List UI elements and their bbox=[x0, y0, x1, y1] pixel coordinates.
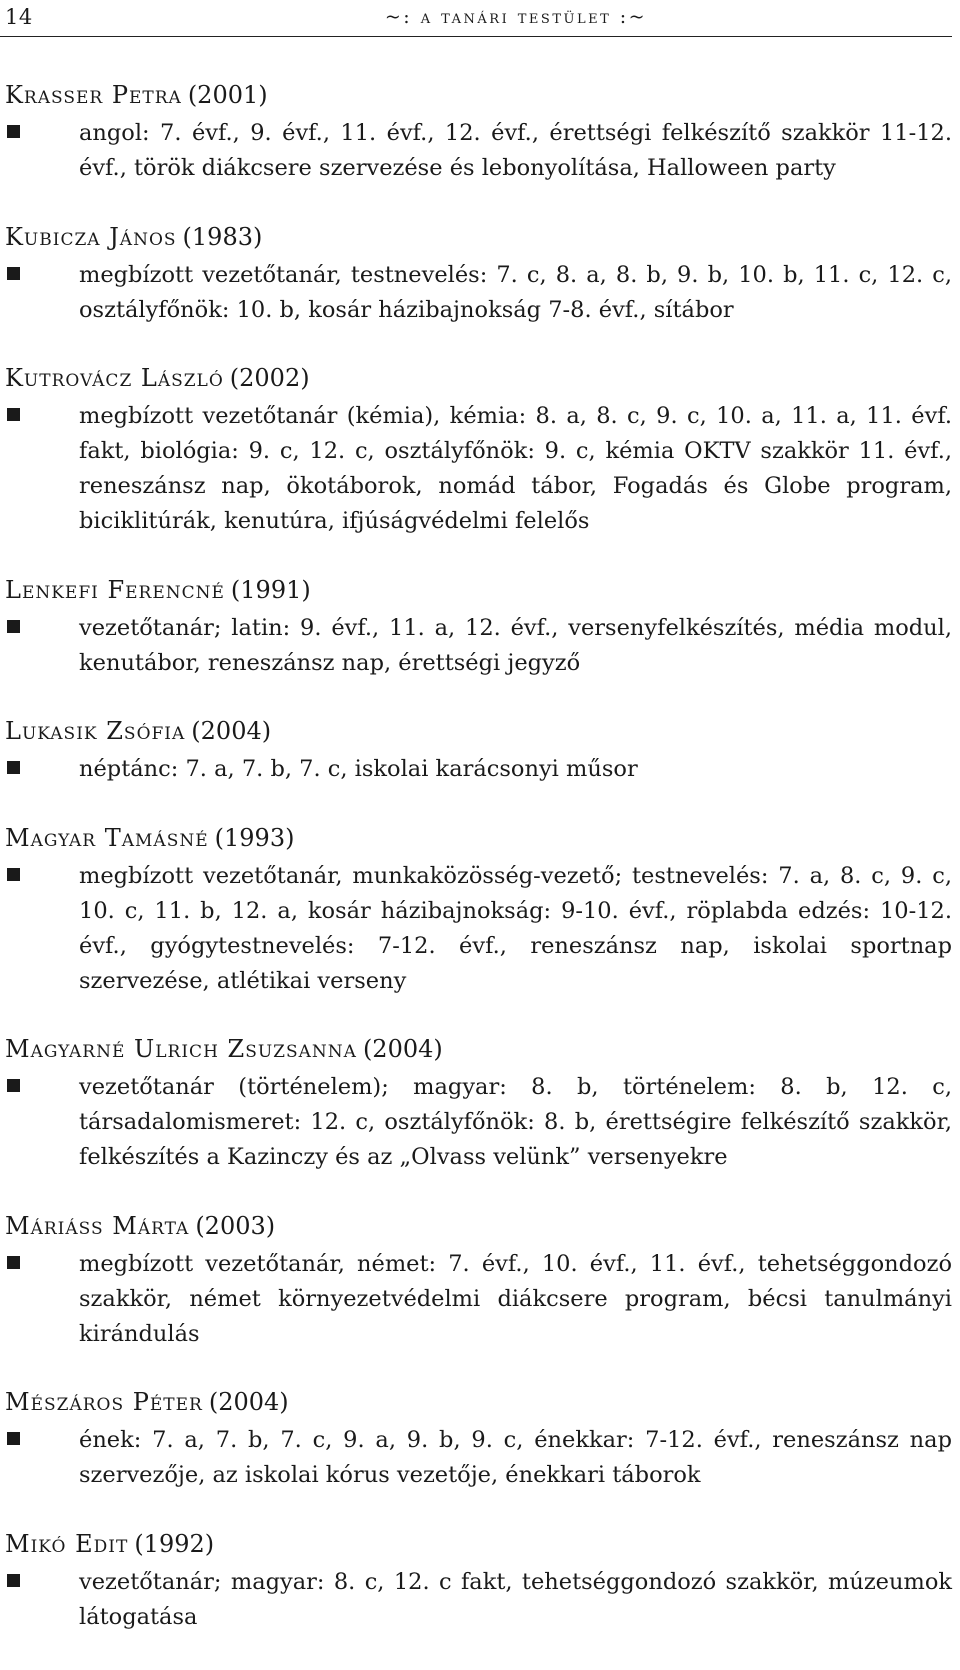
staff-duties bbox=[5, 399, 952, 539]
staff-name: Magyar Tamásné bbox=[5, 823, 209, 852]
staff-year: (1991) bbox=[230, 575, 311, 604]
square-bullet-icon bbox=[5, 399, 79, 433]
staff-duties-text: néptánc: 7. a, 7. b, 7. c, iskolai karácsonyi műsor bbox=[79, 756, 638, 782]
staff-entry bbox=[5, 1529, 952, 1635]
staff-name: Mészáros Péter bbox=[5, 1388, 203, 1416]
staff-duties-text: megbízott vezetőtanár, testnevelés: 7. c, 8. a, 8. b, 9. b, 10. b, 11. c, 12. c, osztályfőnök: 10. b, kosár házibajnokság 7-8. évf., sítábor bbox=[79, 261, 952, 323]
staff-entry bbox=[5, 716, 952, 787]
staff-name: Lukasik Zsófia bbox=[5, 717, 186, 745]
staff-duties bbox=[5, 258, 952, 328]
staff-heading bbox=[5, 823, 952, 859]
staff-entry bbox=[5, 575, 952, 681]
staff-heading bbox=[5, 363, 952, 399]
staff-heading bbox=[5, 80, 952, 116]
square-bullet-icon bbox=[5, 1247, 79, 1281]
staff-year: (2004) bbox=[208, 1388, 289, 1416]
page-number: 14 bbox=[5, 5, 33, 29]
staff-year: (2003) bbox=[195, 1211, 276, 1240]
square-bullet-icon bbox=[5, 859, 79, 893]
staff-year: (2004) bbox=[362, 1035, 443, 1063]
staff-entry bbox=[5, 1387, 952, 1493]
staff-duties bbox=[5, 1565, 952, 1635]
staff-duties-text: ének: 7. a, 7. b, 7. c, 9. a, 9. b, 9. c, énekkar: 7-12. évf., reneszánsz nap szervezője, az iskolai kórus vezetője, énekkari táborok bbox=[79, 1427, 952, 1488]
staff-name: Kutrovácz László bbox=[5, 364, 224, 392]
staff-list bbox=[5, 80, 952, 1670]
staff-duties-text: vezetőtanár; latin: 9. évf., 11. a, 12. évf., versenyfelkészítés, média modul, kenutábor, reneszánsz nap, érettségi jegyző bbox=[79, 614, 952, 676]
staff-heading bbox=[5, 222, 952, 258]
staff-duties-text: angol: 7. évf., 9. évf., 11. évf., 12. évf., érettségi felkészítő szakkör 11-12. évf., török diákcsere szervezése és lebonyolítása, Halloween party bbox=[79, 120, 952, 181]
staff-duties-text: vezetőtanár; magyar: 8. c, 12. c fakt, tehetséggondozó szakkör, múzeumok látogatása bbox=[79, 1568, 952, 1630]
square-bullet-icon bbox=[5, 258, 79, 292]
staff-duties bbox=[5, 752, 952, 787]
staff-duties bbox=[5, 1423, 952, 1493]
staff-entry bbox=[5, 823, 952, 999]
staff-year: (2002) bbox=[229, 364, 310, 392]
staff-duties-text: megbízott vezetőtanár (kémia), kémia: 8. a, 8. c, 9. c, 10. a, 11. a, 11. évf. fakt, biológia: 9. c, 12. c, osztályfőnök: 9. c, kémia OKTV szakkör 11. évf., reneszánsz nap, ökotáborok, nomád tábor, Fogadás és Globe program, biciklitúrák, kenutúra, ifjúságvédelmi felelős bbox=[79, 403, 952, 534]
staff-heading bbox=[5, 716, 952, 752]
square-bullet-icon bbox=[5, 752, 79, 786]
staff-heading bbox=[5, 575, 952, 611]
staff-name: Lenkefi Ferencné bbox=[5, 575, 225, 604]
staff-entry bbox=[5, 80, 952, 186]
staff-duties-text: vezetőtanár (történelem); magyar: 8. b, történelem: 8. b, 12. c, társadalomismeret: 12. c, osztályfőnök: 8. b, érettségire felkészítő szakkör, felkészítés a Kazinczy és az „Olvass velünk” versenyekre bbox=[79, 1074, 952, 1170]
staff-duties bbox=[5, 116, 952, 186]
staff-duties bbox=[5, 859, 952, 999]
staff-name: Krasser Petra bbox=[5, 81, 182, 109]
staff-year: (1992) bbox=[134, 1529, 215, 1558]
staff-entry bbox=[5, 1034, 952, 1175]
square-bullet-icon bbox=[5, 611, 79, 645]
staff-duties bbox=[5, 611, 952, 681]
staff-year: (2001) bbox=[187, 81, 268, 109]
page-header bbox=[0, 0, 952, 37]
staff-duties bbox=[5, 1070, 952, 1175]
square-bullet-icon bbox=[5, 1565, 79, 1599]
staff-name: Mikó Edit bbox=[5, 1529, 129, 1558]
staff-name: Kubicza János bbox=[5, 222, 177, 251]
staff-year: (1983) bbox=[182, 222, 263, 251]
staff-entry bbox=[5, 363, 952, 539]
staff-heading bbox=[5, 1387, 952, 1423]
staff-heading bbox=[5, 1034, 952, 1070]
square-bullet-icon bbox=[5, 1070, 79, 1104]
square-bullet-icon bbox=[5, 1423, 79, 1457]
staff-year: (1993) bbox=[214, 823, 295, 852]
staff-entry bbox=[5, 1211, 952, 1352]
staff-duties-text: megbízott vezetőtanár, német: 7. évf., 10. évf., 11. évf., tehetséggondozó szakkör, német környezetvédelmi diákcsere program, bécsi tanulmányi kirándulás bbox=[79, 1250, 952, 1347]
square-bullet-icon bbox=[5, 116, 79, 150]
staff-duties-text: megbízott vezetőtanár, munkaközösség-vezető; testnevelés: 7. a, 8. c, 9. c, 10. c, 11. b, 12. a, kosár házibajnokság: 9-10. évf., röplabda edzés: 10-12. évf., gyógytestnevelés: 7-12. évf., reneszánsz nap, iskolai sportnap szervezése, atlétikai verseny bbox=[79, 862, 952, 994]
staff-duties bbox=[5, 1247, 952, 1352]
staff-name: Máriáss Márta bbox=[5, 1211, 190, 1240]
staff-heading bbox=[5, 1211, 952, 1247]
staff-heading bbox=[5, 1529, 952, 1565]
staff-name: Magyarné Ulrich Zsuzsanna bbox=[5, 1035, 357, 1063]
staff-year: (2004) bbox=[191, 717, 272, 745]
running-head: ~: a tanári testület :~ bbox=[384, 6, 648, 28]
staff-entry bbox=[5, 222, 952, 328]
